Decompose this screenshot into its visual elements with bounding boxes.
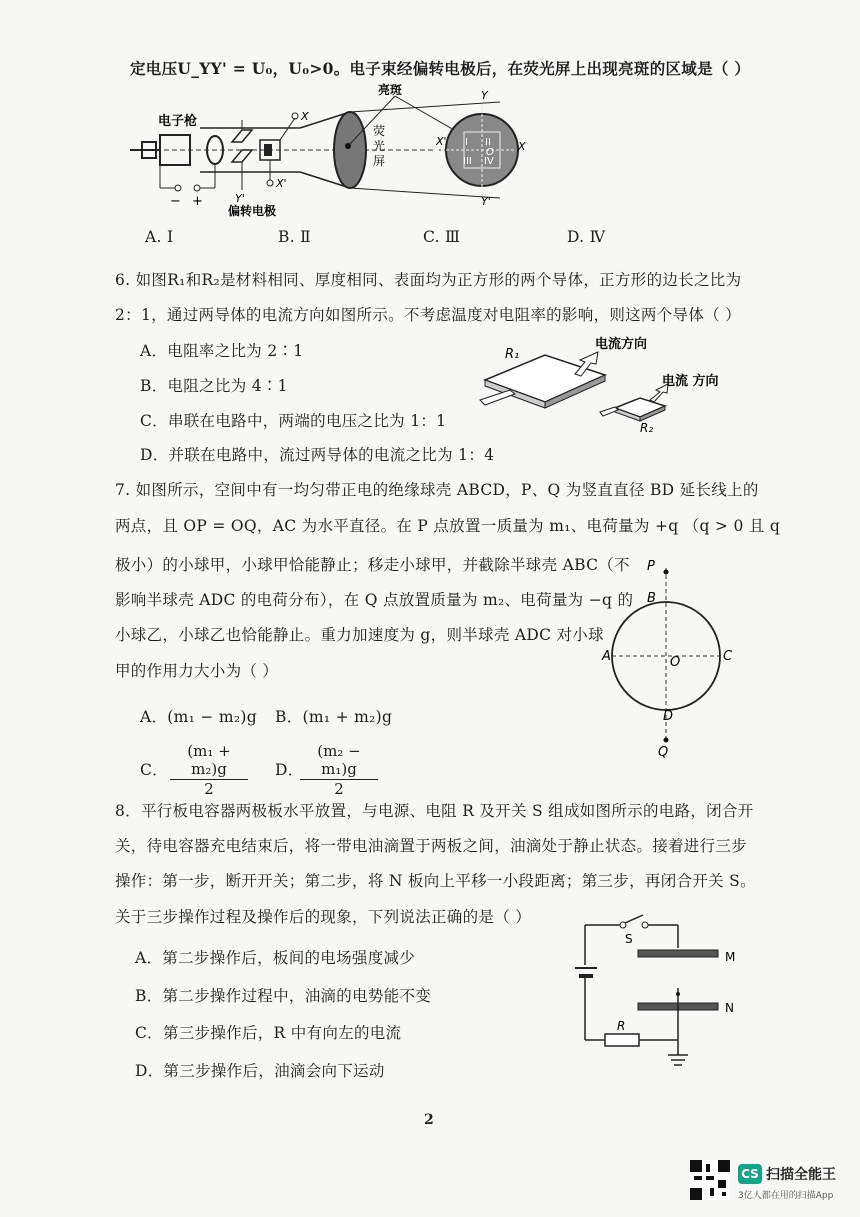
q7-option-c-numerator: (m₁ + m₂)g <box>170 742 248 780</box>
point-P: P <box>647 559 655 574</box>
q8-option-a: A．第二步操作后，板间的电场强度减少 <box>135 949 416 967</box>
current-direction-1: 电流方向 <box>595 337 648 352</box>
sphere-diagram <box>600 558 740 758</box>
resistor-R-label: R <box>617 1019 626 1033</box>
q7-option-c-label: C． <box>140 761 168 779</box>
plates-label: 偏转电极 <box>228 204 277 218</box>
quadrant-III: III <box>463 156 472 167</box>
screen-Yp: Y' <box>481 195 491 208</box>
origin-O: O <box>486 147 494 158</box>
q8-option-b: B．第二步操作过程中，油滴的电势能不变 <box>135 987 432 1005</box>
gun-label: 电子枪 <box>158 114 198 129</box>
q8-line-3: 操作：第一步，断开开关；第二步，将 N 板向上平移一小段距离；第三步，再闭合开关 S。 <box>115 872 756 890</box>
q5-option-a: A. Ⅰ <box>145 228 174 246</box>
quadrant-I: I <box>465 137 468 148</box>
crt-diagram <box>120 80 540 220</box>
screen-char-3: 屏 <box>373 154 386 168</box>
q6-option-a: A．电阻率之比为 2∶1 <box>140 342 304 360</box>
r1-label: R₁ <box>505 347 520 362</box>
scanner-app-name: 扫描全能王 <box>766 1167 836 1183</box>
q6-line-2: 2：1，通过两导体的电流方向如图所示。不考虑温度对电阻率的影响，则这两个导体（ ） <box>115 306 741 324</box>
screen-char-1: 荧 <box>373 124 386 138</box>
quadrant-IV: IV <box>484 156 494 167</box>
q7-line-6: 甲的作用力大小为（ ） <box>115 662 279 680</box>
plate-Xp-label: X' <box>276 177 287 190</box>
q5-option-d: D. Ⅳ <box>567 228 606 246</box>
point-C: C <box>723 649 733 664</box>
q7-option-b: B．(m₁ + m₂)g <box>275 708 393 726</box>
q8-option-d: D．第三步操作后，油滴会向下运动 <box>135 1062 385 1080</box>
current-direction-2: 电流 方向 <box>662 374 719 389</box>
q7-option-d-fraction <box>300 742 378 798</box>
capacitor-circuit <box>575 910 755 1080</box>
screen-Xp: X' <box>436 135 447 148</box>
q7-line-2: 两点，且 OP = OQ，AC 为水平直径。在 P 点放置一质量为 m₁、电荷量为 +q （q > 0 且 q <box>115 517 781 535</box>
scanner-app-tagline: 3亿人都在用的扫描App <box>738 1191 834 1201</box>
plus-label: + <box>192 194 203 209</box>
screen-char-2: 光 <box>373 139 386 153</box>
point-A: A <box>602 649 611 664</box>
cs-badge: CS <box>738 1164 762 1184</box>
q7-option-d-label: D． <box>275 761 304 779</box>
quadrant-II: II <box>485 137 491 148</box>
point-B: B <box>647 591 656 606</box>
point-O: O <box>670 655 681 670</box>
minus-label: − <box>170 194 181 209</box>
q7-option-d-denominator: 2 <box>334 780 344 798</box>
plate-X-label: X <box>301 110 309 123</box>
plate-N-label: N <box>725 1001 734 1015</box>
screen-Y: Y <box>481 89 488 102</box>
q6-line-1: 6. 如图R₁和R₂是材料相同、厚度相同、表面均为正方形的两个导体，正方形的边长之比为 <box>115 271 742 289</box>
q5-option-c: C. Ⅲ <box>423 228 461 246</box>
point-Q: Q <box>658 745 669 760</box>
q7-option-c-denominator: 2 <box>204 780 214 798</box>
qr-code-icon <box>690 1160 730 1200</box>
q7-line-1: 7. 如图所示，空间中有一均匀带正电的绝缘球壳 ABCD，P、Q 为竖直直径 BD 延长线上的 <box>115 481 759 499</box>
scanner-watermark <box>690 1158 840 1204</box>
q5-option-b: B. Ⅱ <box>278 228 311 246</box>
q5-stem-tail: 定电压U_YY' = U₀，U₀>0。电子束经偏转电极后，在荧光屏上出现亮斑的区域是（ ） <box>130 59 751 78</box>
conductor-diagram <box>470 330 770 440</box>
screen-X: X <box>518 140 526 153</box>
r2-label: R₂ <box>640 421 654 435</box>
q8-line-1: 8．平行板电容器两极板水平放置，与电源、电阻 R 及开关 S 组成如图所示的电路，闭合开 <box>115 802 754 820</box>
plate-Yp-label: Y' <box>235 192 245 205</box>
q8-line-4: 关于三步操作过程及操作后的现象，下列说法正确的是（ ） <box>115 908 532 926</box>
q6-option-d: D．并联在电路中，流过两导体的电流之比为 1：4 <box>140 446 495 464</box>
q7-option-d-numerator: (m₂ − m₁)g <box>300 742 378 780</box>
plate-M-label: M <box>725 950 736 964</box>
q7-line-3: 极小）的小球甲，小球甲恰能静止；移走小球甲，并截除半球壳 ABC（不 <box>115 556 630 574</box>
q8-option-c: C．第三步操作后，R 中有向左的电流 <box>135 1024 402 1042</box>
switch-S-label: S <box>625 932 633 946</box>
page-number: 2 <box>424 1112 434 1128</box>
point-D: D <box>663 709 674 724</box>
q7-option-c-fraction <box>170 742 248 798</box>
q7-line-5: 小球乙，小球乙也恰能静止。重力加速度为 g，则半球壳 ADC 对小球 <box>115 626 604 644</box>
q7-option-a: A．(m₁ − m₂)g <box>140 708 257 726</box>
q6-option-c: C．串联在电路中，两端的电压之比为 1：1 <box>140 412 447 430</box>
q6-option-b: B．电阻之比为 4∶1 <box>140 377 288 395</box>
spot-label: 亮斑 <box>378 83 403 97</box>
q7-line-4: 影响半球壳 ADC 的电荷分布），在 Q 点放置质量为 m₂、电荷量为 −q 的 <box>115 591 634 609</box>
q8-line-2: 关，待电容器充电结束后，将一带电油滴置于两板之间，油滴处于静止状态。接着进行三步 <box>115 837 748 855</box>
